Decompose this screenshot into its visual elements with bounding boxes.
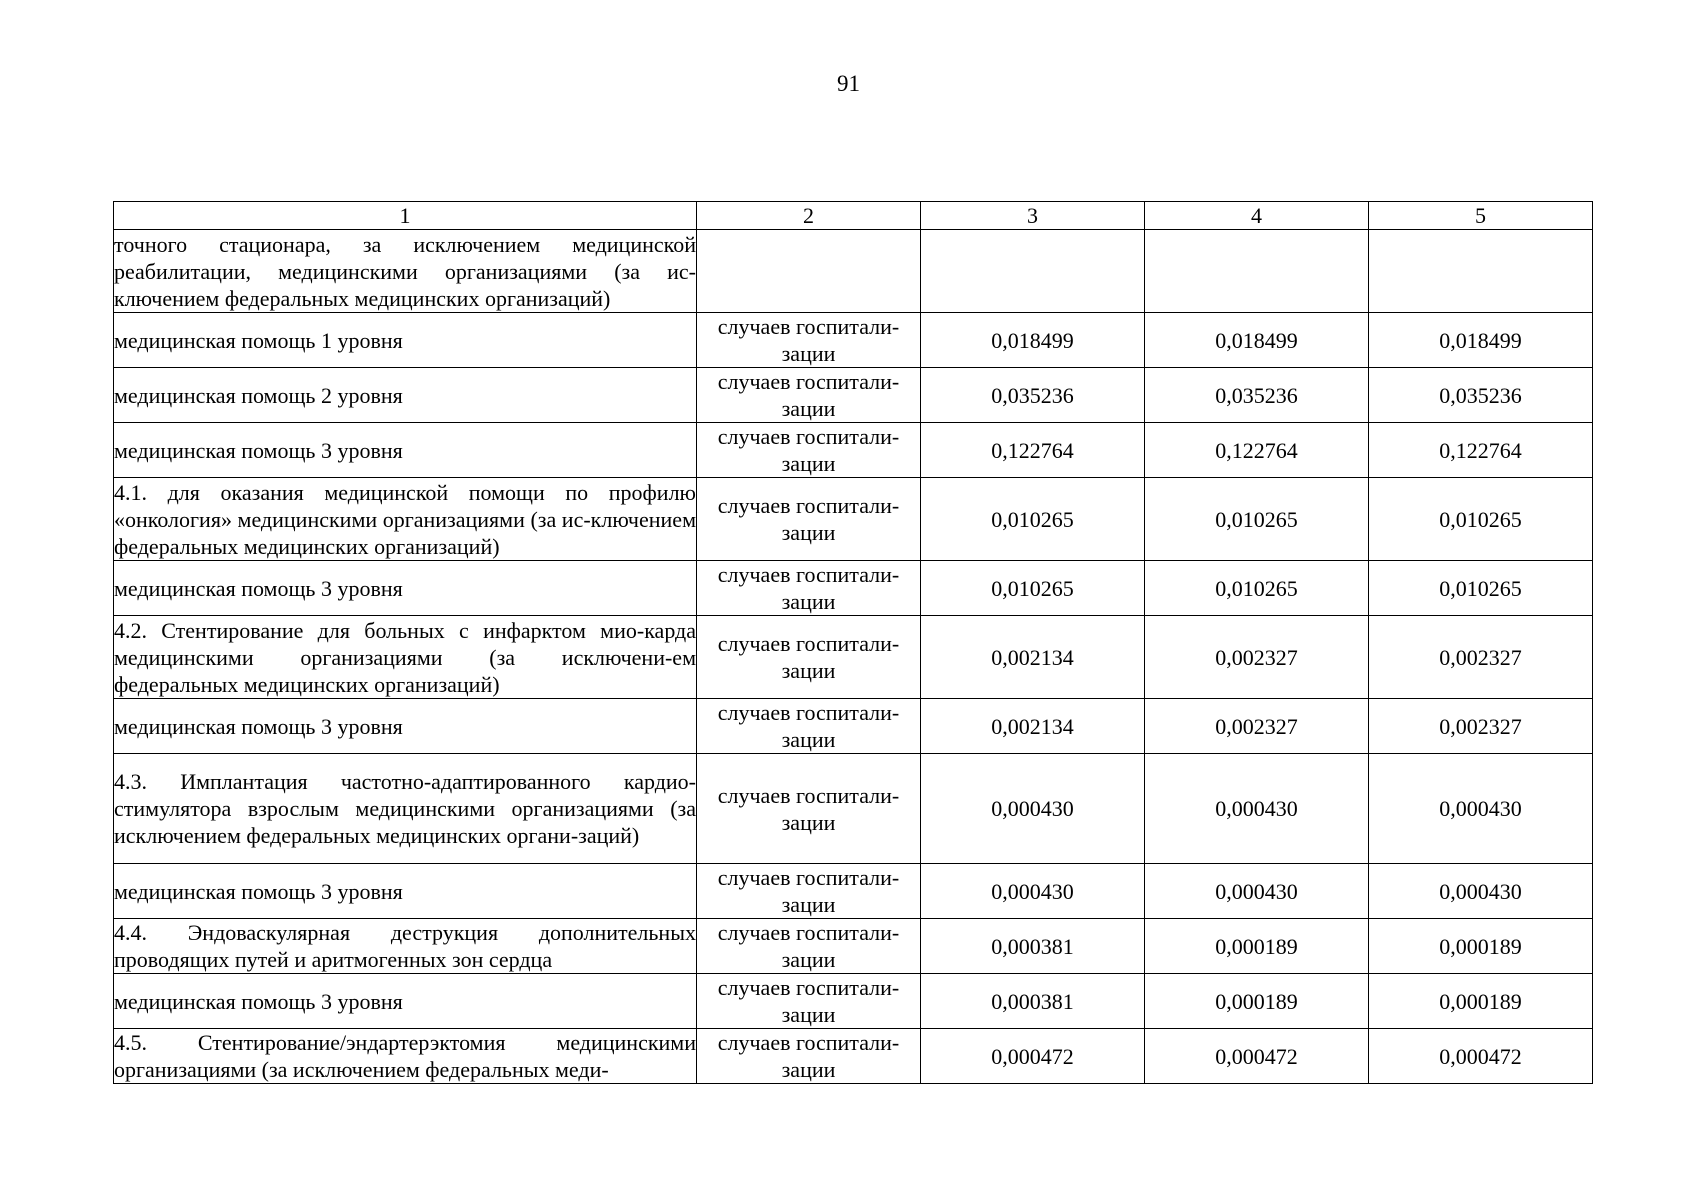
row-value-col3: 0,002134: [921, 616, 1145, 699]
row-value-col4: 0,000472: [1145, 1029, 1369, 1084]
row-value-col5: 0,000472: [1369, 1029, 1593, 1084]
row-value-col3: 0,002134: [921, 699, 1145, 754]
table-row: [114, 230, 1593, 313]
row-unit: случаев госпитали-зации: [697, 699, 921, 754]
row-value-col5: 0,018499: [1369, 313, 1593, 368]
row-unit: случаев госпитали-зации: [697, 1029, 921, 1084]
column-number: 3: [921, 202, 1145, 230]
row-value-col4: 0,000189: [1145, 919, 1369, 974]
row-value-col4: 0,035236: [1145, 368, 1369, 423]
table-row: [114, 478, 1593, 561]
row-unit: случаев госпитали-зации: [697, 919, 921, 974]
row-value-col3: 0,010265: [921, 478, 1145, 561]
table-row: [114, 313, 1593, 368]
row-value-col5: 0,122764: [1369, 423, 1593, 478]
row-value-col5: 0,002327: [1369, 699, 1593, 754]
row-name: 4.3. Имплантация частотно-адаптированного кардио-стимулятора взрослым медицинскими организациями (за исключением федеральных медицинских органи-заций): [114, 754, 697, 864]
page-number: 91: [837, 71, 860, 96]
row-name: медицинская помощь 1 уровня: [114, 313, 697, 368]
row-name: 4.5. Стентирование/эндартерэктомия медицинскими организациями (за исключением федеральных меди-: [114, 1030, 696, 1082]
table-row: [114, 919, 1593, 974]
row-name: медицинская помощь 3 уровня: [114, 561, 697, 616]
row-value-col4: 0,018499: [1145, 313, 1369, 368]
row-name: медицинская помощь 3 уровня: [114, 423, 697, 478]
row-name: 4.4. Эндоваскулярная деструкция дополнительных проводящих путей и аритмогенных зон сердца: [114, 920, 696, 972]
row-value-col5: 0,002327: [1369, 616, 1593, 699]
row-value-col5: 0,035236: [1369, 368, 1593, 423]
row-value-col5: 0,000189: [1369, 974, 1593, 1029]
row-name: медицинская помощь 2 уровня: [114, 368, 697, 423]
row-value-col5: 0,000430: [1369, 754, 1593, 864]
row-value-col3: 0,000381: [921, 919, 1145, 974]
table-row: [114, 974, 1593, 1029]
row-value-col4: 0,002327: [1145, 616, 1369, 699]
row-value-col3: 0,122764: [921, 423, 1145, 478]
row-value-col4: 0,010265: [1145, 478, 1369, 561]
row-value-col5: 0,010265: [1369, 561, 1593, 616]
row-unit: случаев госпитали-зации: [697, 864, 921, 919]
row-name: медицинская помощь 3 уровня: [114, 699, 697, 754]
table-row: [114, 1029, 1593, 1084]
row-value-col4: [1145, 230, 1369, 313]
row-value-col3: 0,035236: [921, 368, 1145, 423]
row-unit: случаев госпитали-зации: [697, 974, 921, 1029]
row-unit: [697, 230, 921, 313]
table-row: [114, 368, 1593, 423]
row-unit: случаев госпитали-зации: [697, 561, 921, 616]
table-row: [114, 864, 1593, 919]
row-unit: случаев госпитали-зации: [697, 423, 921, 478]
row-value-col4: 0,000430: [1145, 754, 1369, 864]
row-value-col5: 0,000189: [1369, 919, 1593, 974]
row-value-col3: 0,010265: [921, 561, 1145, 616]
row-value-col3: 0,018499: [921, 313, 1145, 368]
row-value-col3: 0,000430: [921, 864, 1145, 919]
row-name: медицинская помощь 3 уровня: [114, 974, 697, 1029]
row-unit: случаев госпитали-зации: [697, 368, 921, 423]
column-number: 1: [114, 202, 697, 230]
column-number: 2: [697, 202, 921, 230]
table-row: [114, 423, 1593, 478]
row-value-col3: 0,000430: [921, 754, 1145, 864]
table-row: [114, 561, 1593, 616]
table-row: [114, 699, 1593, 754]
column-number: 4: [1145, 202, 1369, 230]
row-unit: случаев госпитали-зации: [697, 754, 921, 864]
row-value-col4: 0,122764: [1145, 423, 1369, 478]
row-name: 4.1. для оказания медицинской помощи по профилю «онкология» медицинскими организациями (за ис-ключением федеральных медицинских организаций): [114, 479, 696, 559]
column-number-row: [114, 202, 1593, 230]
row-value-col3: 0,000472: [921, 1029, 1145, 1084]
row-value-col4: 0,002327: [1145, 699, 1369, 754]
column-number: 5: [1369, 202, 1593, 230]
row-value-col4: 0,000430: [1145, 864, 1369, 919]
row-value-col4: 0,010265: [1145, 561, 1369, 616]
row-unit: случаев госпитали-зации: [697, 478, 921, 561]
table-row: [114, 754, 1593, 864]
row-unit: случаев госпитали-зации: [697, 616, 921, 699]
row-value-col4: 0,000189: [1145, 974, 1369, 1029]
row-name: 4.2. Стентирование для больных с инфарктом мио-карда медицинскими организациями (за исключени-ем федеральных медицинских организаций): [114, 617, 696, 697]
norms-table: [113, 201, 1593, 1084]
row-name: точного стационара, за исключением медицинской реабилитации, медицинскими организациями (за ис-ключением федеральных медицинских организаций): [114, 231, 696, 311]
row-name: медицинская помощь 3 уровня: [114, 864, 697, 919]
table-row: [114, 616, 1593, 699]
row-value-col3: 0,000381: [921, 974, 1145, 1029]
row-value-col5: [1369, 230, 1593, 313]
row-value-col5: 0,000430: [1369, 864, 1593, 919]
row-value-col5: 0,010265: [1369, 478, 1593, 561]
row-value-col3: [921, 230, 1145, 313]
row-unit: случаев госпитали-зации: [697, 313, 921, 368]
